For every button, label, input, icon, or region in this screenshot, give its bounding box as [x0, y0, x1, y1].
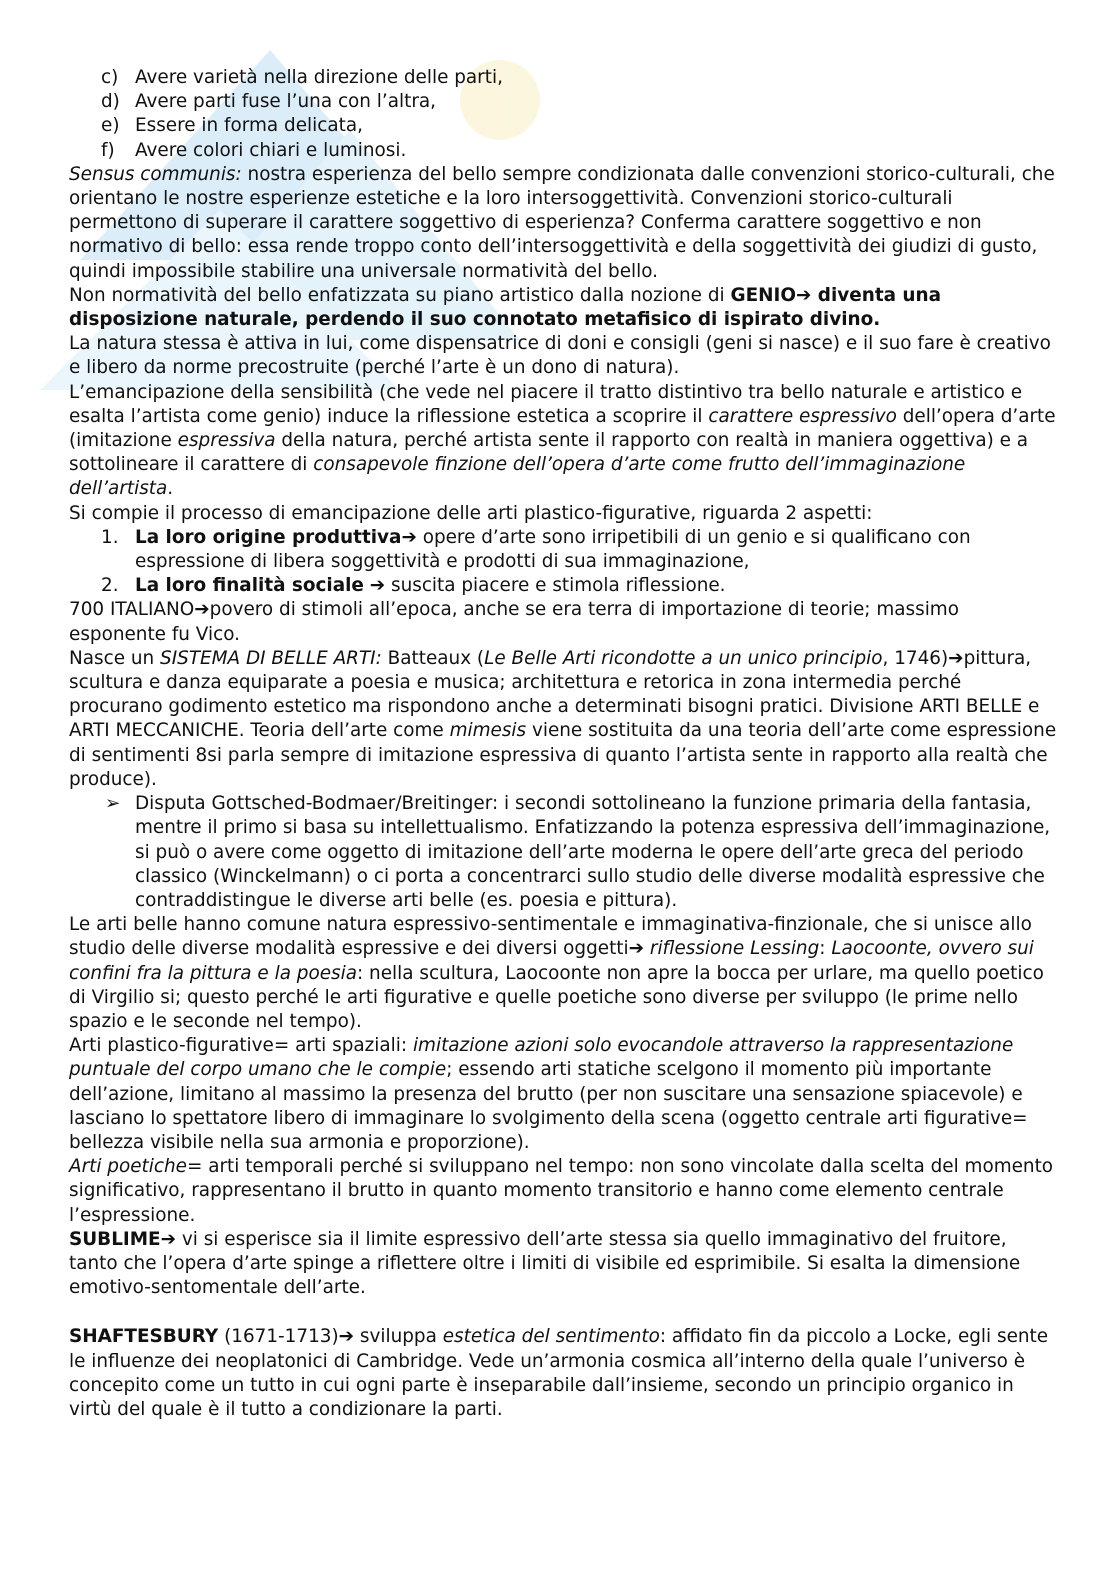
document-page — [69, 66, 1059, 1422]
italic-term: riflessione Lessing — [649, 938, 820, 960]
italic-term: mimesis — [449, 720, 527, 742]
paragraph-text: Batteaux ( — [381, 647, 485, 669]
paragraph-emancipazione — [69, 381, 1059, 502]
italic-term: Sensus communis: — [69, 163, 242, 185]
italic-term: imitazione azioni solo evocandole attraverso la rappresentazione puntuale del corpo umano che le compie — [69, 1035, 1014, 1081]
list-marker: d) — [101, 91, 120, 113]
paragraph-text: ➔ vi si esperisce sia il limite espressivo dell’arte stessa sia quello immaginativo del fruitore, tanto che l’opera d’arte spinge a riflettere oltre i limiti di visibile ed esprimibile. Si esalta la dimensione emotivo-sentomentale dell’arte. — [69, 1228, 1021, 1299]
paragraph-text: Nasce un — [69, 647, 161, 669]
paragraph-shaftesbury — [69, 1325, 1059, 1422]
paragraph-text: = arti temporali perché si sviluppano nel tempo: non sono vincolate dalla scelta del momento significativo, rappresentano il brutto in quanto momento transitorio e hanno come elemento centrale l’espressione. — [69, 1156, 1054, 1226]
paragraph-text: dell’opera d’arte (imitazione — [69, 405, 1056, 452]
paragraph-text: L’emancipazione della sensibilità (che vede nel piacere il tratto distintivo tra bello naturale e artistico e esalta l’artista come genio) induce la riflessione estetica a scoprire il — [69, 381, 1023, 427]
italic-term: Arti poetiche — [69, 1156, 187, 1178]
arrow-bullet-icon: ➢ — [105, 793, 121, 815]
bold-term: SHAFTESBURY — [69, 1326, 219, 1348]
bullet-item — [69, 792, 1059, 913]
bold-term: La loro finalità sociale — [135, 575, 364, 597]
italic-term: consapevole finzione dell’opera d’arte come frutto dell’immaginazione dell’artista — [69, 454, 966, 500]
list-item — [69, 114, 1059, 138]
numbered-item — [69, 526, 1059, 574]
list-item-text: Essere in forma delicata, — [135, 115, 363, 137]
italic-term: Le Belle Arti ricondotte a un unico principio — [484, 647, 883, 669]
list-item — [69, 90, 1059, 114]
paragraph-text: . — [167, 478, 174, 500]
paragraph-arti-spaziali — [69, 1034, 1059, 1155]
list-marker: 1. — [101, 526, 119, 548]
paragraph-sublime — [69, 1228, 1059, 1301]
list-item — [69, 66, 1059, 90]
paragraph-lessing — [69, 913, 1059, 1034]
paragraph-text: , 1746)➔pittura, scultura e danza equiparate a poesia e musica; architettura e retorica in zona intermedia perché procurano godimento estetico ma rispondono anche a determinati bisogni pratici. Divisione ARTI BELLE e ARTI MECCANICHE. Teoria dell’arte come — [69, 647, 1040, 742]
italic-term: SISTEMA DI BELLE ARTI: — [160, 647, 382, 669]
italic-term: espressiva — [177, 430, 276, 452]
paragraph-arti-poetiche — [69, 1155, 1059, 1228]
spacer — [69, 1300, 1059, 1325]
bold-term: SUBLIME — [69, 1228, 161, 1250]
paragraph-natura: La natura stessa è attiva in lui, come dispensatrice di doni e consigli (geni si nasce) e il suo fare è creativo e libero da norme precostruite (perché l’arte è un dono di natura). — [69, 333, 1051, 379]
paragraph-text: ; essendo arti statiche scelgono il momento più importante dell’azione, limitano al massimo la presenza del brutto (per non suscitare una sensazione spiacevole) e lasciano lo spettatore libero di immaginare lo svolgimento della scena (oggetto centrale arti figurative= bellezza visibile nella sua armonia e proporzione). — [69, 1059, 1028, 1153]
italic-term: estetica del sentimento — [442, 1326, 660, 1348]
italic-term: Laocoonte, ovvero sui confini fra la pittura e la poesia — [69, 938, 1034, 984]
paragraph-text: (1671-1713)➔ sviluppa — [218, 1326, 443, 1348]
list-item-text: ➔ opere d’arte sono irripetibili di un genio e si qualificano con espressione di libera soggettività e prodotti di sua immaginazione, — [135, 526, 971, 573]
bold-term: GENIO➔ diventa una disposizione naturale, perdendo il suo connotato metafisico di ispirato divino. — [69, 284, 942, 331]
paragraph-text: Arti plastico-figurative= arti spaziali: — [69, 1035, 413, 1057]
paragraph-sistema-belle-arti — [69, 647, 1059, 792]
paragraph-genio — [69, 284, 1059, 332]
paragraph-text: Non normatività del bello enfatizzata su piano artistico dalla nozione di — [69, 284, 731, 306]
paragraph-700-italiano: 700 ITALIANO➔povero di stimoli all’epoca, anche se era terra di importazione di teorie; massimo esponente fu Vico. — [69, 599, 959, 645]
list-item-text: ➔ suscita piacere e stimola riflessione. — [363, 575, 726, 597]
italic-term: carattere espressivo — [708, 405, 897, 427]
bold-term: La loro origine produttiva — [135, 526, 402, 548]
paragraph-text: della natura, perché artista sente il rapporto con realtà in maniera oggettiva) e a sottolineare il carattere di — [69, 430, 1029, 476]
list-item-text: Avere parti fuse l’una con l’altra, — [135, 91, 437, 113]
paragraph-sensus-communis — [69, 163, 1059, 284]
list-item-text: Disputa Gottsched-Bodmaer/Breitinger: i secondi sottolineano la funzione primaria della fantasia, mentre il primo si basa su intellettualismo. Enfatizzando la potenza espressiva dell’immaginazione, si può o avere come oggetto di imitazione dell’arte moderna le opere dell’arte greca del periodo classico (Winckelmann) o ci porta a concentrarci sullo studio delle diverse modalità espressive che contraddistingue le diverse arti belle (es. poesia e pittura). — [135, 793, 1051, 911]
paragraph-text: : — [819, 938, 832, 960]
paragraph-processo: Si compie il processo di emancipazione delle arti plastico-figurative, riguarda 2 aspetti: — [69, 502, 873, 524]
paragraph-text: nostra esperienza del bello sempre condizionata dalle convenzioni storico-culturali, che orientano le nostre esperienze estetiche e la loro intersoggettività. Convenzioni storico-culturali permettono di superare il carattere soggettivo di esperienza? Conferma carattere soggettivo e non normativo di bello: essa rende troppo conto dell’intersoggettività e della soggettività dei giudizi di gusto, quindi impossibile stabilire una universale normatività del bello. — [69, 163, 1055, 282]
paragraph-text: Le arti belle hanno comune natura espressivo-sentimentale e immaginativa-finzionale, che si unisce allo studio delle diverse modalità espressive e dei diversi oggetti➔ — [69, 914, 1032, 960]
paragraph-text: : nella scultura, Laocoonte non apre la bocca per urlare, ma quello poetico di Virgilio si; questo perché le arti figurative e quelle poetiche sono diverse per sviluppo (le prime nello spazio e le seconde nel tempo). — [69, 962, 1044, 1032]
list-item-text: Avere colori chiari e luminosi. — [135, 139, 407, 161]
numbered-item — [69, 574, 1059, 598]
list-marker: 2. — [101, 575, 119, 597]
list-marker: e) — [101, 115, 120, 137]
list-marker: f) — [101, 139, 115, 161]
paragraph-text: : affidato fin da piccolo a Locke, egli sente le influenze dei neoplatonici di Cambridge. Vede un’armonia cosmica all’interno della quale l’universo è concepito come un tutto in cui ogni parte è inseparabile dall’insieme, secondo un principio organico in virtù del quale è il tutto a condizionare la parti. — [69, 1326, 1049, 1420]
list-item — [69, 139, 1059, 163]
list-item-text: Avere varietà nella direzione delle parti, — [135, 67, 503, 88]
list-marker: c) — [101, 67, 119, 88]
paragraph-text: viene sostituita da una teoria dell’arte come espressione di sentimenti 8si parla sempre di imitazione espressiva di quanto l’artista sente in rapporto alla realtà che produce). — [69, 720, 1057, 790]
